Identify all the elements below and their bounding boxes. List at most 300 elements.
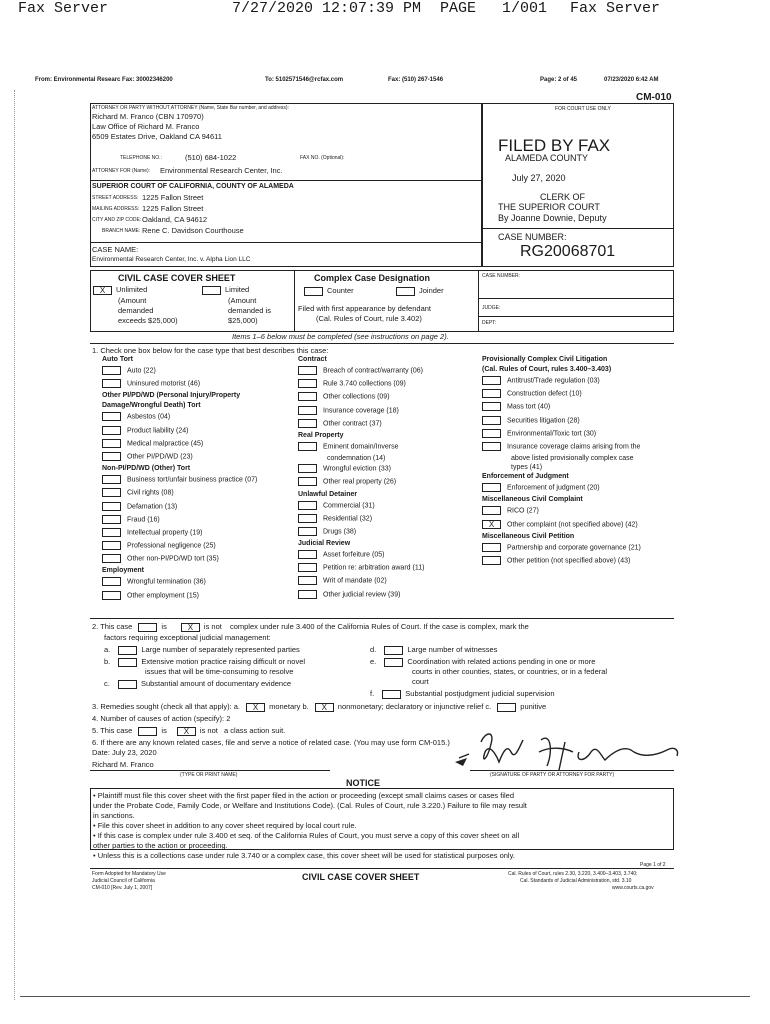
case-type-label: Non-PI/PD/WD (Other) Tort [102, 465, 191, 473]
factor-b-letter: b. [104, 657, 111, 666]
category-heading [482, 496, 674, 506]
attorney-for-value: Environmental Research Center, Inc. [160, 166, 283, 175]
case-type-label: Eminent domain/Inverse [323, 443, 399, 451]
case-type-option [482, 506, 674, 519]
factor-f-checkbox[interactable] [382, 690, 401, 699]
case-type-label: types (41) [511, 464, 543, 472]
item-1-instruction: 1. Check one box below for the case type that best describes this case: [92, 346, 329, 355]
case-type-checkbox[interactable] [298, 366, 317, 375]
case-type-option [482, 376, 674, 389]
case-type-label: Auto (22) [127, 367, 156, 375]
case-type-checkbox[interactable] [102, 528, 121, 537]
case-type-label: Business tort/unfair business practice (07) [127, 476, 258, 484]
case-type-label: Other petition (not specified above) (43) [507, 557, 631, 565]
footer-right-2: Cal. Standards of Judicial Administration, std. 3.10 [520, 878, 632, 884]
factor-c-checkbox[interactable] [118, 680, 137, 689]
case-type-option [298, 419, 473, 432]
case-type-label: Wrongful eviction (33) [323, 465, 391, 473]
signature-image [455, 722, 685, 777]
attorney-for-label: ATTORNEY FOR (Name): [92, 168, 151, 174]
item-5 [92, 726, 285, 736]
factor-b [104, 657, 305, 667]
item-5-rest: a class action suit. [223, 726, 286, 735]
category-heading [482, 533, 674, 543]
stamp-date: July 27, 2020 [512, 173, 566, 183]
case-type-option [482, 429, 674, 442]
case-type-label: Employment [102, 567, 145, 575]
case-type-option [482, 442, 674, 455]
case-type-option [298, 366, 473, 379]
item-2-prefix: 2. This case [92, 622, 133, 631]
case-type-checkbox[interactable] [298, 527, 317, 536]
case-type-label: Medical malpractice (45) [127, 440, 204, 448]
item-4: 4. Number of causes of action (specify): 2 [92, 714, 231, 723]
stamp-superior-court: THE SUPERIOR COURT [498, 202, 600, 212]
case-type-label: Enforcement of judgment (20) [507, 484, 600, 492]
factor-d-text: Large number of witnesses [407, 645, 498, 654]
category-heading [102, 356, 287, 366]
unlimited-sub-1: (Amount [118, 296, 147, 305]
fax-label: FAX NO. (Optional): [300, 155, 345, 161]
punitive-checkbox[interactable] [497, 703, 516, 712]
footer-right-1: Cal. Rules of Court, rules 2.30, 3.220, 3.400–3.403, 3.740; [508, 871, 638, 877]
joinder-label: Joinder [419, 286, 444, 295]
case-type-checkbox[interactable] [102, 515, 121, 524]
case-type-label: Other non-PI/PD/WD tort (35) [127, 555, 219, 563]
case-type-label: Insurance coverage claims arising from the [507, 443, 641, 451]
category-heading [298, 432, 473, 442]
case-type-checkbox[interactable] [482, 376, 501, 385]
transmit-to: To: 5102571546@rcfax.com [265, 77, 344, 83]
case-type-label: Rule 3.740 collections (09) [323, 380, 406, 388]
complex-is-not-checkbox[interactable]: X [181, 623, 200, 632]
case-type-label: Miscellaneous Civil Petition [482, 532, 575, 540]
case-type-checkbox[interactable] [482, 402, 501, 411]
footer-left-3: CM-010 [Rev. July 1, 2007] [92, 885, 153, 891]
case-type-checkbox[interactable] [102, 488, 121, 497]
case-type-label: Enforcement of Judgment [482, 473, 569, 481]
case-type-option [482, 402, 674, 415]
unlimited-sub-3: exceeds $25,000) [118, 316, 178, 325]
case-type-checkbox[interactable] [102, 426, 121, 435]
footer-right-3: www.courts.ca.gov [612, 885, 654, 891]
case-type-checkbox[interactable] [102, 591, 121, 600]
case-type-label: Uninsured motorist (46) [127, 380, 201, 388]
case-type-checkbox[interactable] [102, 412, 121, 421]
limited-option [202, 285, 249, 295]
category-heading [102, 465, 287, 475]
counter-label: Counter [327, 286, 354, 295]
case-type-label: Commercial (31) [323, 501, 375, 509]
factor-f [370, 689, 555, 699]
case-type-option [102, 426, 287, 439]
category-heading [102, 567, 287, 577]
dept-label: DEPT: [482, 320, 497, 326]
mailing-label: MAILING ADDRESS: [92, 206, 140, 212]
case-type-label: Intellectual property (19) [127, 529, 203, 537]
case-type-checkbox[interactable] [298, 464, 317, 473]
case-type-label: Mass tort (40) [507, 403, 551, 411]
case-type-checkbox[interactable] [298, 590, 317, 599]
factor-e-letter: e. [370, 657, 377, 666]
case-type-checkbox[interactable] [102, 452, 121, 461]
notice-bullet-3b: other parties to the action or proceeding. [93, 841, 228, 850]
case-type-label: Construction defect (10) [507, 390, 582, 398]
case-name-label: CASE NAME: [92, 245, 139, 254]
case-type-label: Environmental/Toxic tort (30) [507, 430, 597, 438]
item-3 [92, 702, 546, 712]
designation-case-number-label: CASE NUMBER: [482, 273, 521, 279]
stamp-deputy: By Joanne Downie, Deputy [498, 213, 607, 223]
item-2-rest: complex under rule 3.400 of the California Rules of Court. If the case is complex, mark the [229, 622, 529, 631]
case-type-checkbox[interactable] [482, 429, 501, 438]
case-type-option [298, 464, 473, 477]
case-type-checkbox[interactable] [482, 416, 501, 425]
item-6: 6. If there are any known related cases, file and serve a notice of related case. (You may use form CM-015.) [92, 738, 450, 747]
case-type-checkbox[interactable] [298, 563, 317, 572]
factor-a [104, 645, 300, 655]
notice-bullet-1c: in sanctions. [93, 811, 135, 820]
transmit-page: Page: 2 of 45 [540, 77, 578, 83]
factor-e-text: Coordination with related actions pending in one or more [407, 657, 596, 666]
limited-label: Limited [225, 285, 250, 294]
case-type-label: Other real property (26) [323, 478, 397, 486]
case-type-option [482, 416, 674, 429]
factor-f-text: Substantial postjudgment judicial supervision [405, 689, 555, 698]
factor-f-letter: f. [370, 689, 375, 698]
notice-bullet-4: • Unless this is a collections case under rule 3.740 or a complex case, this cover sheet will be used for statistical purposes only. [93, 851, 515, 860]
case-type-option [298, 392, 473, 405]
case-type-option [102, 412, 287, 425]
case-type-label: RICO (27) [507, 507, 539, 515]
case-type-label: Real Property [298, 431, 344, 439]
form-id: CM-010 [636, 92, 672, 103]
category-heading [482, 356, 674, 366]
case-type-label: Asset forfeiture (05) [323, 551, 385, 559]
attorney-name: Richard M. Franco (CBN 170970) [92, 112, 204, 121]
filed-with-line-1: Filed with first appearance by defendant [298, 304, 431, 313]
court-title: SUPERIOR COURT OF CALIFORNIA, COUNTY OF ALAMEDA [92, 183, 294, 190]
transmit-from: From: Environmental Researc Fax: 30002346200 [35, 77, 173, 83]
case-type-checkbox[interactable] [102, 554, 121, 563]
category-heading [298, 540, 473, 550]
category-heading [102, 402, 287, 412]
fax-header-page-number: 1/001 [502, 0, 548, 17]
date-line: Date: July 23, 2020 [92, 748, 157, 757]
factor-d-checkbox[interactable] [384, 646, 403, 655]
fax-header-page-label: PAGE [440, 0, 477, 17]
case-type-option [102, 577, 287, 590]
case-type-option [482, 483, 674, 496]
signature-label: (SIGNATURE OF PARTY OR ATTORNEY FOR PARTY) [490, 772, 615, 778]
factor-a-checkbox[interactable] [118, 646, 137, 655]
complex-designation-title: Complex Case Designation [314, 273, 431, 283]
nonmonetary-label: nonmonetary; declaratory or injunctive relief c. [337, 702, 492, 711]
case-type-option [298, 514, 473, 527]
case-type-checkbox[interactable] [102, 502, 121, 511]
case-type-label: Judicial Review [298, 540, 351, 548]
street-value: 1225 Fallon Street [142, 193, 204, 202]
case-type-checkbox[interactable] [102, 379, 121, 388]
case-type-option [482, 543, 674, 556]
unlimited-label: Unlimited [116, 285, 148, 294]
footer-page: Page 1 of 2 [640, 862, 666, 868]
case-type-label: Contract [298, 356, 327, 363]
case-type-checkbox[interactable] [298, 477, 317, 486]
case-type-option [102, 452, 287, 465]
case-type-option [298, 501, 473, 514]
factor-c-text: Substantial amount of documentary evidence [140, 679, 292, 688]
case-type-checkbox[interactable] [102, 439, 121, 448]
case-type-option [298, 527, 473, 540]
cover-sheet-title: CIVIL CASE COVER SHEET [118, 273, 236, 283]
counter-option [304, 286, 354, 296]
transmit-fax: Fax: (510) 267-1546 [388, 77, 444, 83]
unlimited-checkbox[interactable]: X [93, 286, 112, 295]
fax-header-left: Fax Server [18, 0, 109, 17]
case-type-label: Asbestos (04) [127, 413, 171, 421]
item-2-is-not-label: is not [203, 622, 222, 631]
notice-bullet-3: • If this case is complex under rule 3.400 et seq. of the California Rules of Court, you must serve a copy of this cover sheet on all [93, 831, 520, 840]
filed-with-line-2: (Cal. Rules of Court, rule 3.402) [316, 314, 422, 323]
case-type-label: above listed provisionally complex case [511, 455, 634, 463]
attorney-address: 6509 Estates Drive, Oakland CA 94611 [92, 132, 222, 141]
signer-name: Richard M. Franco [92, 760, 154, 769]
case-type-label: Civil rights (08) [127, 489, 174, 497]
item-5-is-not-label: is not [199, 726, 218, 735]
footer-left-2: Judicial Council of California [92, 878, 155, 884]
category-heading [482, 366, 674, 376]
factor-b-text-2: issues that will be time-consuming to resolve [145, 667, 294, 676]
notice-title: NOTICE [346, 778, 381, 788]
case-type-option [482, 464, 674, 473]
case-type-label: Residential (32) [323, 515, 373, 523]
notice-bullet-2: • File this cover sheet in addition to any cover sheet required by local court rule. [93, 821, 357, 830]
case-type-option [102, 515, 287, 528]
case-type-label: Damage/Wrongful Death) Tort [102, 402, 201, 410]
case-type-label: Professional negligence (25) [127, 542, 216, 550]
case-type-label: Other collections (09) [323, 393, 390, 401]
case-type-option [298, 477, 473, 490]
case-type-checkbox[interactable] [298, 406, 317, 415]
factor-c-letter: c. [104, 679, 110, 688]
case-type-option [298, 455, 473, 464]
unlimited-option [93, 285, 147, 295]
limited-sub-1: (Amount [228, 296, 257, 305]
case-type-option [298, 590, 473, 603]
factor-b-text: Extensive motion practice raising difficult or novel [141, 657, 306, 666]
case-type-label: Unlawful Detainer [298, 490, 358, 498]
case-type-checkbox[interactable] [102, 541, 121, 550]
court-use-label: FOR COURT USE ONLY [555, 106, 611, 112]
case-type-option [298, 379, 473, 392]
item-5-prefix: 5. This case [92, 726, 133, 735]
case-type-option [298, 576, 473, 589]
case-type-label: condemnation (14) [327, 455, 386, 463]
case-type-label: Petition re: arbitration award (11) [323, 564, 425, 572]
limited-sub-2: demanded is [228, 306, 271, 315]
filed-by-fax-stamp: FILED BY FAX [498, 136, 611, 155]
case-type-column-2 [298, 356, 473, 603]
joinder-checkbox[interactable] [396, 287, 415, 296]
case-type-checkbox[interactable] [482, 543, 501, 552]
case-type-label: Product liability (24) [127, 426, 189, 434]
case-type-checkbox[interactable]: X [482, 520, 501, 529]
case-type-checkbox[interactable] [298, 392, 317, 401]
case-type-checkbox[interactable] [102, 577, 121, 586]
case-type-option [102, 554, 287, 567]
case-type-option [102, 591, 287, 604]
item-2-line-1 [92, 622, 529, 632]
case-name-value: Environmental Research Center, Inc. v. Alpha Lion LLC [92, 256, 251, 263]
case-type-option [482, 520, 674, 533]
notice-bullet-1: • Plaintiff must file this cover sheet with the first paper filed in the action or proceeding (except small claims cases or cases filed [93, 791, 515, 800]
factor-d-letter: d. [370, 645, 377, 654]
class-action-is-checkbox[interactable] [138, 727, 157, 736]
monetary-label: monetary b. [269, 702, 309, 711]
branch-value: Rene C. Davidson Courthouse [142, 226, 244, 235]
branch-label: BRANCH NAME: [102, 228, 141, 234]
item-2-line-2: factors requiring exceptional judicial management: [104, 633, 271, 642]
factor-d [370, 645, 497, 655]
case-type-checkbox[interactable] [298, 419, 317, 428]
case-type-label: Other PI/PD/WD (23) [127, 453, 193, 461]
punitive-label: punitive [520, 702, 547, 711]
case-type-checkbox[interactable] [298, 501, 317, 510]
case-type-label: Auto Tort [102, 356, 133, 363]
category-heading [298, 356, 473, 366]
case-type-label: Miscellaneous Civil Complaint [482, 496, 583, 504]
item-5-is-label: is [161, 726, 167, 735]
factor-c [104, 679, 291, 689]
factor-a-letter: a. [104, 645, 111, 654]
fax-header-right: Fax Server [570, 0, 661, 17]
case-type-checkbox[interactable] [298, 550, 317, 559]
case-type-option [102, 366, 287, 379]
case-type-option [102, 502, 287, 515]
case-type-checkbox[interactable] [102, 475, 121, 484]
case-type-column-3 [482, 356, 674, 569]
telephone-label: TELEPHONE NO.: [120, 155, 162, 161]
telephone-value: (510) 684-1022 [185, 153, 237, 162]
category-heading [102, 392, 287, 402]
case-type-option [482, 556, 674, 569]
case-type-option [482, 389, 674, 402]
case-type-label: Other PI/PD/WD (Personal Injury/Property [102, 392, 241, 400]
judge-label: JUDGE: [482, 305, 501, 311]
type-name-label: (TYPE OR PRINT NAME) [180, 772, 238, 778]
case-type-checkbox[interactable] [298, 514, 317, 523]
items-note: Items 1–6 below must be completed (see instructions on page 2). [232, 332, 449, 341]
stamp-clerk-of: CLERK OF [540, 192, 586, 202]
case-type-option [482, 455, 674, 464]
city-value: Oakland, CA 94612 [142, 215, 208, 224]
case-type-label: Other complaint (not specified above) (42) [507, 520, 638, 528]
case-type-option [102, 475, 287, 488]
case-type-option [298, 406, 473, 419]
case-type-checkbox[interactable] [482, 442, 501, 451]
case-type-checkbox[interactable] [482, 483, 501, 492]
footer-title: CIVIL CASE COVER SHEET [302, 872, 420, 882]
transmit-date: 07/23/2020 6:42 AM [604, 77, 659, 83]
counter-checkbox[interactable] [304, 287, 323, 296]
case-type-label: (Cal. Rules of Court, rules 3.400–3.403) [482, 366, 612, 373]
case-number: RG20068701 [520, 243, 616, 260]
city-label: CITY AND ZIP CODE: [92, 217, 142, 223]
case-type-label: Other judicial review (39) [323, 590, 401, 598]
case-type-label: Breach of contract/warranty (06) [323, 367, 423, 375]
limited-checkbox[interactable] [202, 286, 221, 295]
factor-e-checkbox[interactable] [384, 658, 403, 667]
case-type-option [298, 442, 473, 455]
case-type-label: Writ of mandate (02) [323, 577, 387, 585]
case-type-label: Other employment (15) [127, 591, 199, 599]
case-type-checkbox[interactable] [102, 366, 121, 375]
case-type-checkbox[interactable] [298, 379, 317, 388]
case-type-label: Securities litigation (28) [507, 416, 580, 424]
stamp-county: ALAMEDA COUNTY [505, 153, 589, 163]
limited-sub-3: $25,000) [228, 316, 258, 325]
case-type-label: Provisionally Complex Civil Litigation [482, 356, 608, 363]
item-2-is-label: is [161, 622, 167, 631]
case-type-checkbox[interactable] [482, 506, 501, 515]
unlimited-sub-2: demanded [118, 306, 154, 315]
case-type-option [102, 439, 287, 452]
case-type-label: Wrongful termination (36) [127, 578, 206, 586]
case-type-checkbox[interactable] [298, 576, 317, 585]
case-type-option [102, 541, 287, 554]
case-type-label: Drugs (38) [323, 528, 357, 536]
case-number-label: CASE NUMBER: [498, 232, 567, 242]
street-label: STREET ADDRESS: [92, 195, 139, 201]
factor-e-text-3: court [412, 677, 429, 686]
attorney-label: ATTORNEY OR PARTY WITHOUT ATTORNEY (Name, State Bar number, and address): [92, 105, 289, 111]
monetary-checkbox[interactable]: X [246, 703, 265, 712]
case-type-option [298, 550, 473, 563]
mailing-value: 1225 Fallon Street [142, 204, 204, 213]
case-type-label: Partnership and corporate governance (21) [507, 544, 641, 552]
category-heading [482, 473, 674, 483]
case-type-option [102, 488, 287, 501]
fax-header-datetime: 7/27/2020 12:07:39 PM [232, 0, 422, 17]
joinder-option [396, 286, 444, 296]
case-type-option [102, 379, 287, 392]
attorney-firm: Law Office of Richard M. Franco [92, 122, 200, 131]
notice-bullet-1b: under the Probate Code, Family Code, or Welfare and Institutions Code). (Cal. Rules of Court, rule 3.220.) Failure to file may result [93, 801, 527, 810]
case-type-checkbox[interactable] [482, 556, 501, 565]
factor-a-text: Large number of separately represented parties [141, 645, 300, 654]
factor-e-text-2: courts in other counties, states, or countries, or in a federal [412, 667, 608, 676]
complex-is-checkbox[interactable] [138, 623, 157, 632]
fax-edge-artifact [14, 90, 16, 1000]
nonmonetary-checkbox[interactable]: X [315, 703, 334, 712]
case-type-option [298, 563, 473, 576]
factor-b-checkbox[interactable] [118, 658, 137, 667]
class-action-is-not-checkbox[interactable]: X [177, 727, 196, 736]
case-type-label: Insurance coverage (18) [323, 406, 399, 414]
case-type-label: Antitrust/Trade regulation (03) [507, 377, 600, 385]
category-heading [298, 491, 473, 501]
case-type-label: Defamation (13) [127, 502, 178, 510]
case-type-label: Fraud (16) [127, 516, 160, 524]
case-type-checkbox[interactable] [482, 389, 501, 398]
case-type-option [102, 528, 287, 541]
item-3-text: 3. Remedies sought (check all that apply): a. [92, 702, 240, 711]
factor-e [370, 657, 595, 667]
footer-left-1: Form Adopted for Mandatory Use [92, 871, 166, 877]
case-type-column-1 [102, 356, 287, 604]
case-type-checkbox[interactable] [298, 442, 317, 451]
